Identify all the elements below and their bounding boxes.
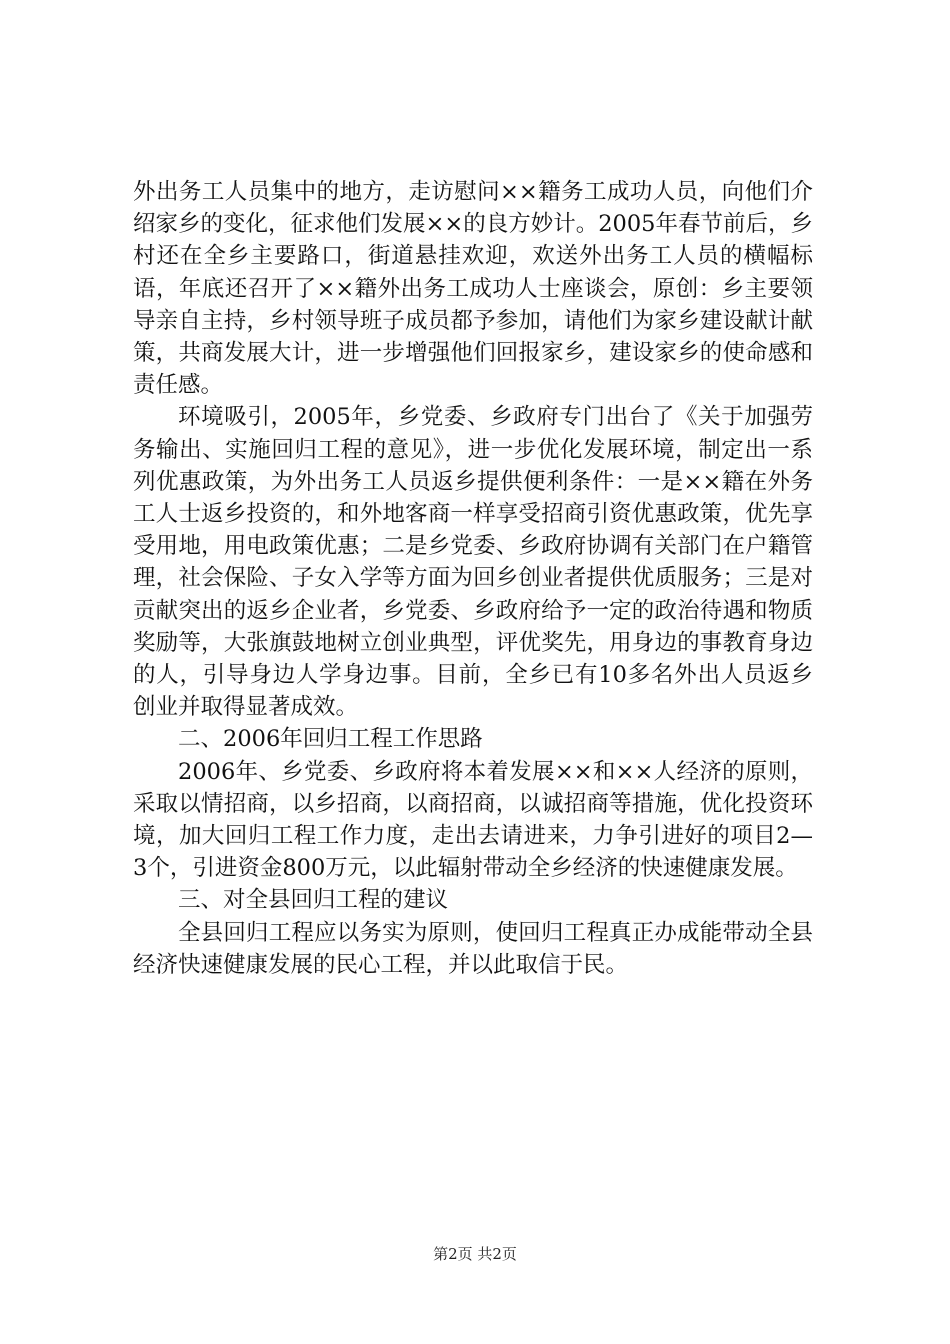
section-heading-2006-plan: 二、2006年回归工程工作思路 [178, 726, 483, 753]
section-heading-suggestions: 三、对全县回归工程的建议 [178, 887, 449, 914]
paragraph-2006-plan: 2006年、乡党委、乡政府将本着发展××和××人经济的原则，采取以情招商，以乡招商，以商招商，以诚招商等措施，优化投资环境，加大回归工程工作力度，走出去请进来，力争引进好的项目2—3个，引进资金800万元，以此辐射带动全乡经济的快速健康发展。 [133, 758, 814, 882]
paragraph-suggestions: 全县回归工程应以务实为原则，使回归工程真正办成能带动全县经济快速健康发展的民心工程，并以此取信于民。 [133, 919, 813, 978]
page-footer [0, 1244, 950, 1264]
paragraph-continued: 外出务工人员集中的地方，走访慰问××籍务工成功人员，向他们介绍家乡的变化，征求他们发展××的良方妙计。2005年春节前后，乡村还在全乡主要路口，街道悬挂欢迎，欢送外出务工人员的横幅标语，年底还召开了××籍外出务工成功人士座谈会，原创：乡主要领导亲自主持，乡村领导班子成员都予参加，请他们为家乡建设献计献策，共商发展大计，进一步增强他们回报家乡，建设家乡的使命感和责任感。 [133, 179, 813, 399]
page-number-label: 第2页 共2页 [433, 1245, 517, 1263]
document-body [133, 176, 813, 981]
paragraph-environment-attraction: 环境吸引，2005年，乡党委、乡政府专门出台了《关于加强劳务输出、实施回归工程的意见》，进一步优化发展环境，制定出一系列优惠政策，为外出务工人员返乡提供便利条件：一是××籍在外务工人士返乡投资的，和外地客商一样享受招商引资优惠政策，优先享受用地，用电政策优惠；二是乡党委、乡政府协调有关部门在户籍管理，社会保险、子女入学等方面为回乡创业者提供优质服务；三是对贡献突出的返乡企业者，乡党委、乡政府给予一定的政治待遇和物质奖励等，大张旗鼓地树立创业典型，评优奖先，用身边的事教育身边的人，引导身边人学身边事。目前，全乡已有10多名外出人员返乡创业并取得显著成效。 [133, 404, 813, 721]
